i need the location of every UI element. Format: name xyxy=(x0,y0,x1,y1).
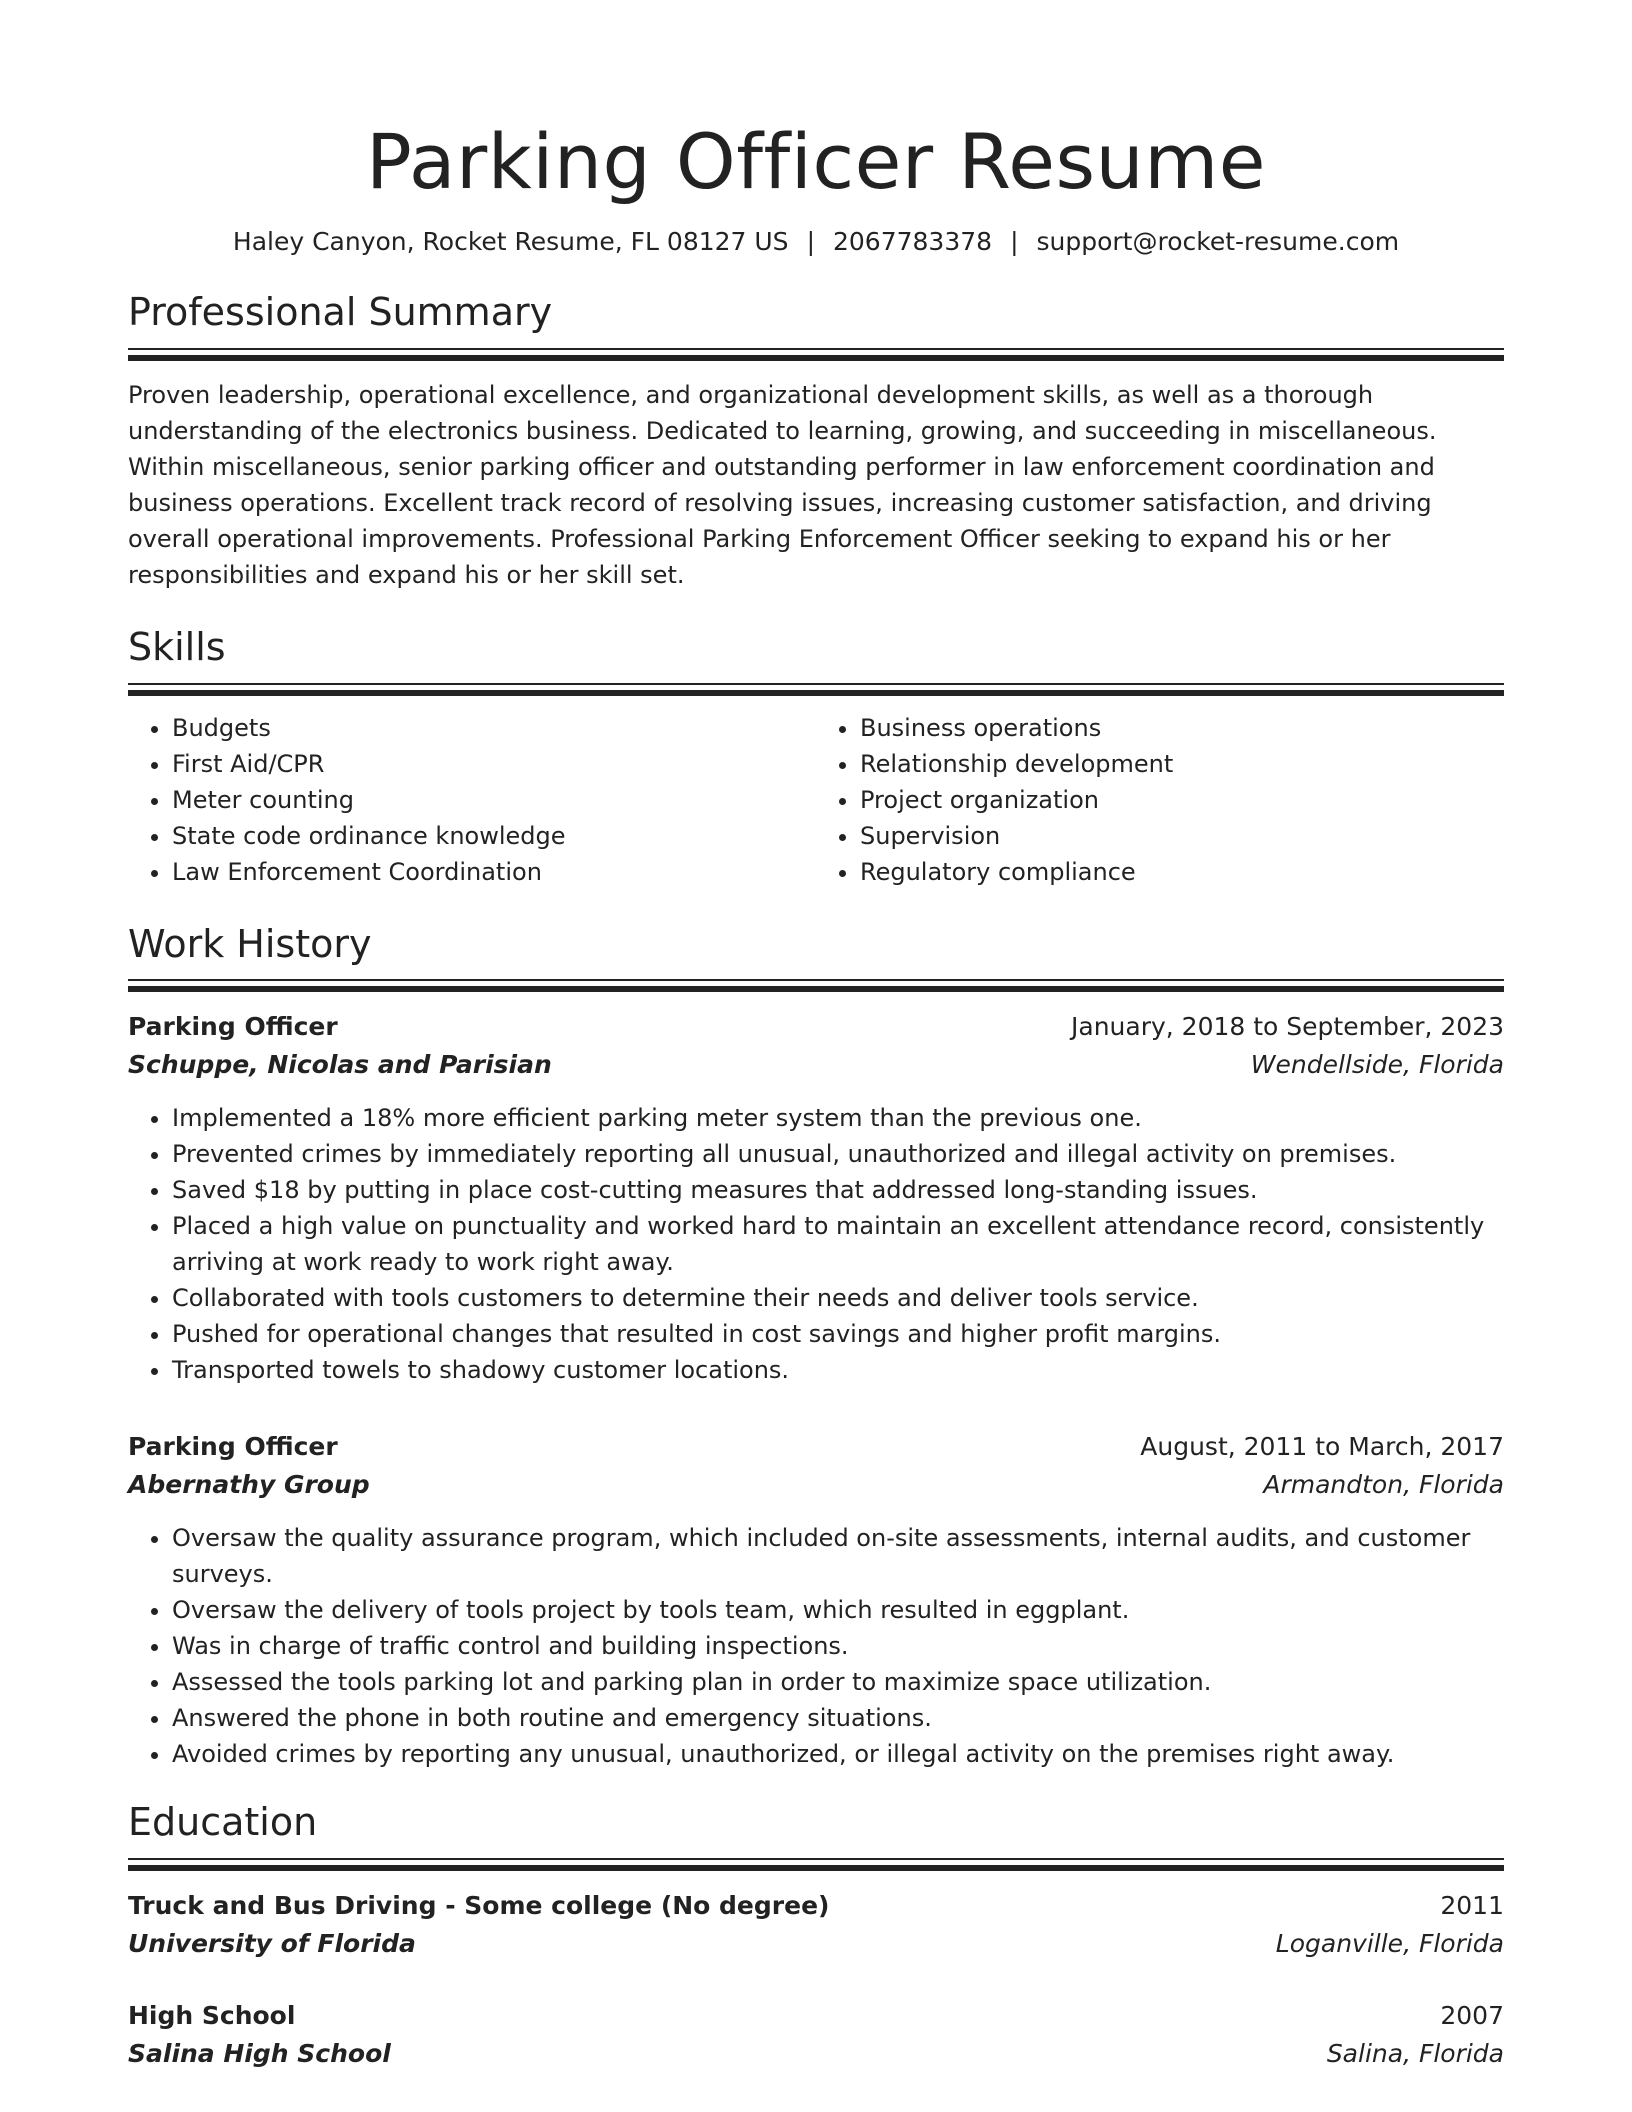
section-rule-thick xyxy=(128,986,1504,992)
spacer xyxy=(128,1388,1504,1412)
duty-item: • Assessed the tools parking lot and parking plan in order to maximize space utilization. xyxy=(172,1664,1504,1700)
duty-item: • Oversaw the quality assurance program, which included on-site assessments, internal audits, and customer surveys. xyxy=(172,1520,1504,1592)
spacer xyxy=(128,1963,1504,1997)
skills-list-right xyxy=(816,710,1504,890)
education-school: University of Florida xyxy=(128,1928,416,1958)
section-rule xyxy=(128,979,1504,981)
skills-list-left xyxy=(128,710,816,890)
skill-item: • Supervision xyxy=(860,818,1504,854)
education-subheader xyxy=(128,2035,1504,2073)
education-subheader xyxy=(128,1925,1504,1963)
duty-item: • Was in charge of traffic control and building inspections. xyxy=(172,1628,1504,1664)
skill-item: • Meter counting xyxy=(172,782,816,818)
job-title: Parking Officer xyxy=(128,1012,338,1042)
education-degree: Truck and Bus Driving - Some college (No degree) xyxy=(128,1890,830,1920)
duty-item: • Pushed for operational changes that resulted in cost savings and higher profit margins. xyxy=(172,1316,1504,1352)
job-duties xyxy=(128,1100,1504,1388)
education-school: Salina High School xyxy=(128,2038,391,2068)
duty-item: • Placed a high value on punctuality and worked hard to maintain an excellent attendance record, consistently arriving at work ready to work right away. xyxy=(172,1208,1504,1280)
job-subheader xyxy=(128,1466,1504,1504)
section-rule-thick xyxy=(128,1865,1504,1871)
skill-item: • First Aid/CPR xyxy=(172,746,816,782)
duty-item: • Prevented crimes by immediately reporting all unusual, unauthorized and illegal activity on premises. xyxy=(172,1136,1504,1172)
skills-heading: Skills xyxy=(128,624,226,669)
skills-column-right xyxy=(816,710,1504,890)
job-header xyxy=(128,1428,1504,1466)
duty-item: • Transported towels to shadowy customer locations. xyxy=(172,1352,1504,1388)
job-location: Wendellside, Florida xyxy=(1250,1050,1504,1080)
skills-grid xyxy=(128,710,1504,890)
work-section xyxy=(128,922,1504,1773)
duty-item: • Avoided crimes by reporting any unusual, unauthorized, or illegal activity on the premises right away. xyxy=(172,1736,1504,1772)
section-rule xyxy=(128,683,1504,685)
skill-item: • Budgets xyxy=(172,710,816,746)
job-company: Abernathy Group xyxy=(128,1470,370,1500)
summary-section xyxy=(128,290,1504,593)
job-duties xyxy=(128,1520,1504,1772)
section-rule xyxy=(128,348,1504,350)
page-title: Parking Officer Resume xyxy=(365,117,1267,206)
duty-item: • Saved $18 by putting in place cost-cutting measures that addressed long-standing issues. xyxy=(172,1172,1504,1208)
skill-item: • State code ordinance knowledge xyxy=(172,818,816,854)
education-entry xyxy=(128,1997,1504,2073)
skill-item: • Project organization xyxy=(860,782,1504,818)
contact-line xyxy=(128,227,1504,256)
job-location: Armandton, Florida xyxy=(1263,1470,1504,1500)
contact-address: Haley Canyon, Rocket Resume, FL 08127 US xyxy=(232,227,789,257)
skills-column-left xyxy=(128,710,816,890)
summary-text: Proven leadership, operational excellence, and organizational development skills, as well as a thorough understanding of the electronics business. Dedicated to learning, growing, and succeeding in miscellaneous. Within miscellaneous, senior parking officer and outstanding performer in law enforcement coordination and business operations. Excellent track record of resolving issues, increasing customer satisfaction, and driving overall operational improvements. Professional Parking Enforcement Officer seeking to expand his or her responsibilities and expand his or her skill set. xyxy=(128,380,1437,589)
education-location: Salina, Florida xyxy=(1326,2038,1504,2068)
duty-item: • Collaborated with tools customers to determine their needs and deliver tools service. xyxy=(172,1280,1504,1316)
education-year: 2011 xyxy=(1440,1890,1504,1920)
education-location: Loganville, Florida xyxy=(1275,1928,1504,1958)
skill-item: • Regulatory compliance xyxy=(860,854,1504,890)
education-section xyxy=(128,1800,1504,2073)
skills-section xyxy=(128,625,1504,890)
job-dates: January, 2018 to September, 2023 xyxy=(1071,1012,1504,1042)
contact-phone: 2067783378 xyxy=(833,227,993,257)
duty-item: • Oversaw the delivery of tools project by tools team, which resulted in eggplant. xyxy=(172,1592,1504,1628)
duty-item: • Answered the phone in both routine and emergency situations. xyxy=(172,1700,1504,1736)
work-heading: Work History xyxy=(128,921,372,966)
duty-item: • Implemented a 18% more efficient parking meter system than the previous one. xyxy=(172,1100,1504,1136)
job-title: Parking Officer xyxy=(128,1432,338,1462)
section-rule-thick xyxy=(128,690,1504,696)
education-year: 2007 xyxy=(1440,2000,1504,2030)
job-company: Schuppe, Nicolas and Parisian xyxy=(128,1050,552,1080)
skill-item: • Business operations xyxy=(860,710,1504,746)
education-header xyxy=(128,1997,1504,2035)
skill-item: • Relationship development xyxy=(860,746,1504,782)
education-header xyxy=(128,1887,1504,1925)
job-header xyxy=(128,1008,1504,1046)
job-dates: August, 2011 to March, 2017 xyxy=(1140,1432,1504,1462)
summary-heading: Professional Summary xyxy=(128,290,553,335)
education-degree: High School xyxy=(128,2000,296,2030)
job-entry xyxy=(128,1008,1504,1388)
education-heading: Education xyxy=(128,1800,318,1845)
section-rule-thick xyxy=(128,355,1504,361)
contact-separator: | xyxy=(806,227,815,257)
contact-email[interactable]: support@rocket-resume.com xyxy=(1036,227,1400,257)
education-entry xyxy=(128,1887,1504,1963)
job-subheader xyxy=(128,1046,1504,1084)
contact-separator: | xyxy=(1010,227,1019,257)
skill-item: • Law Enforcement Coordination xyxy=(172,854,816,890)
section-rule xyxy=(128,1858,1504,1860)
job-entry xyxy=(128,1428,1504,1772)
